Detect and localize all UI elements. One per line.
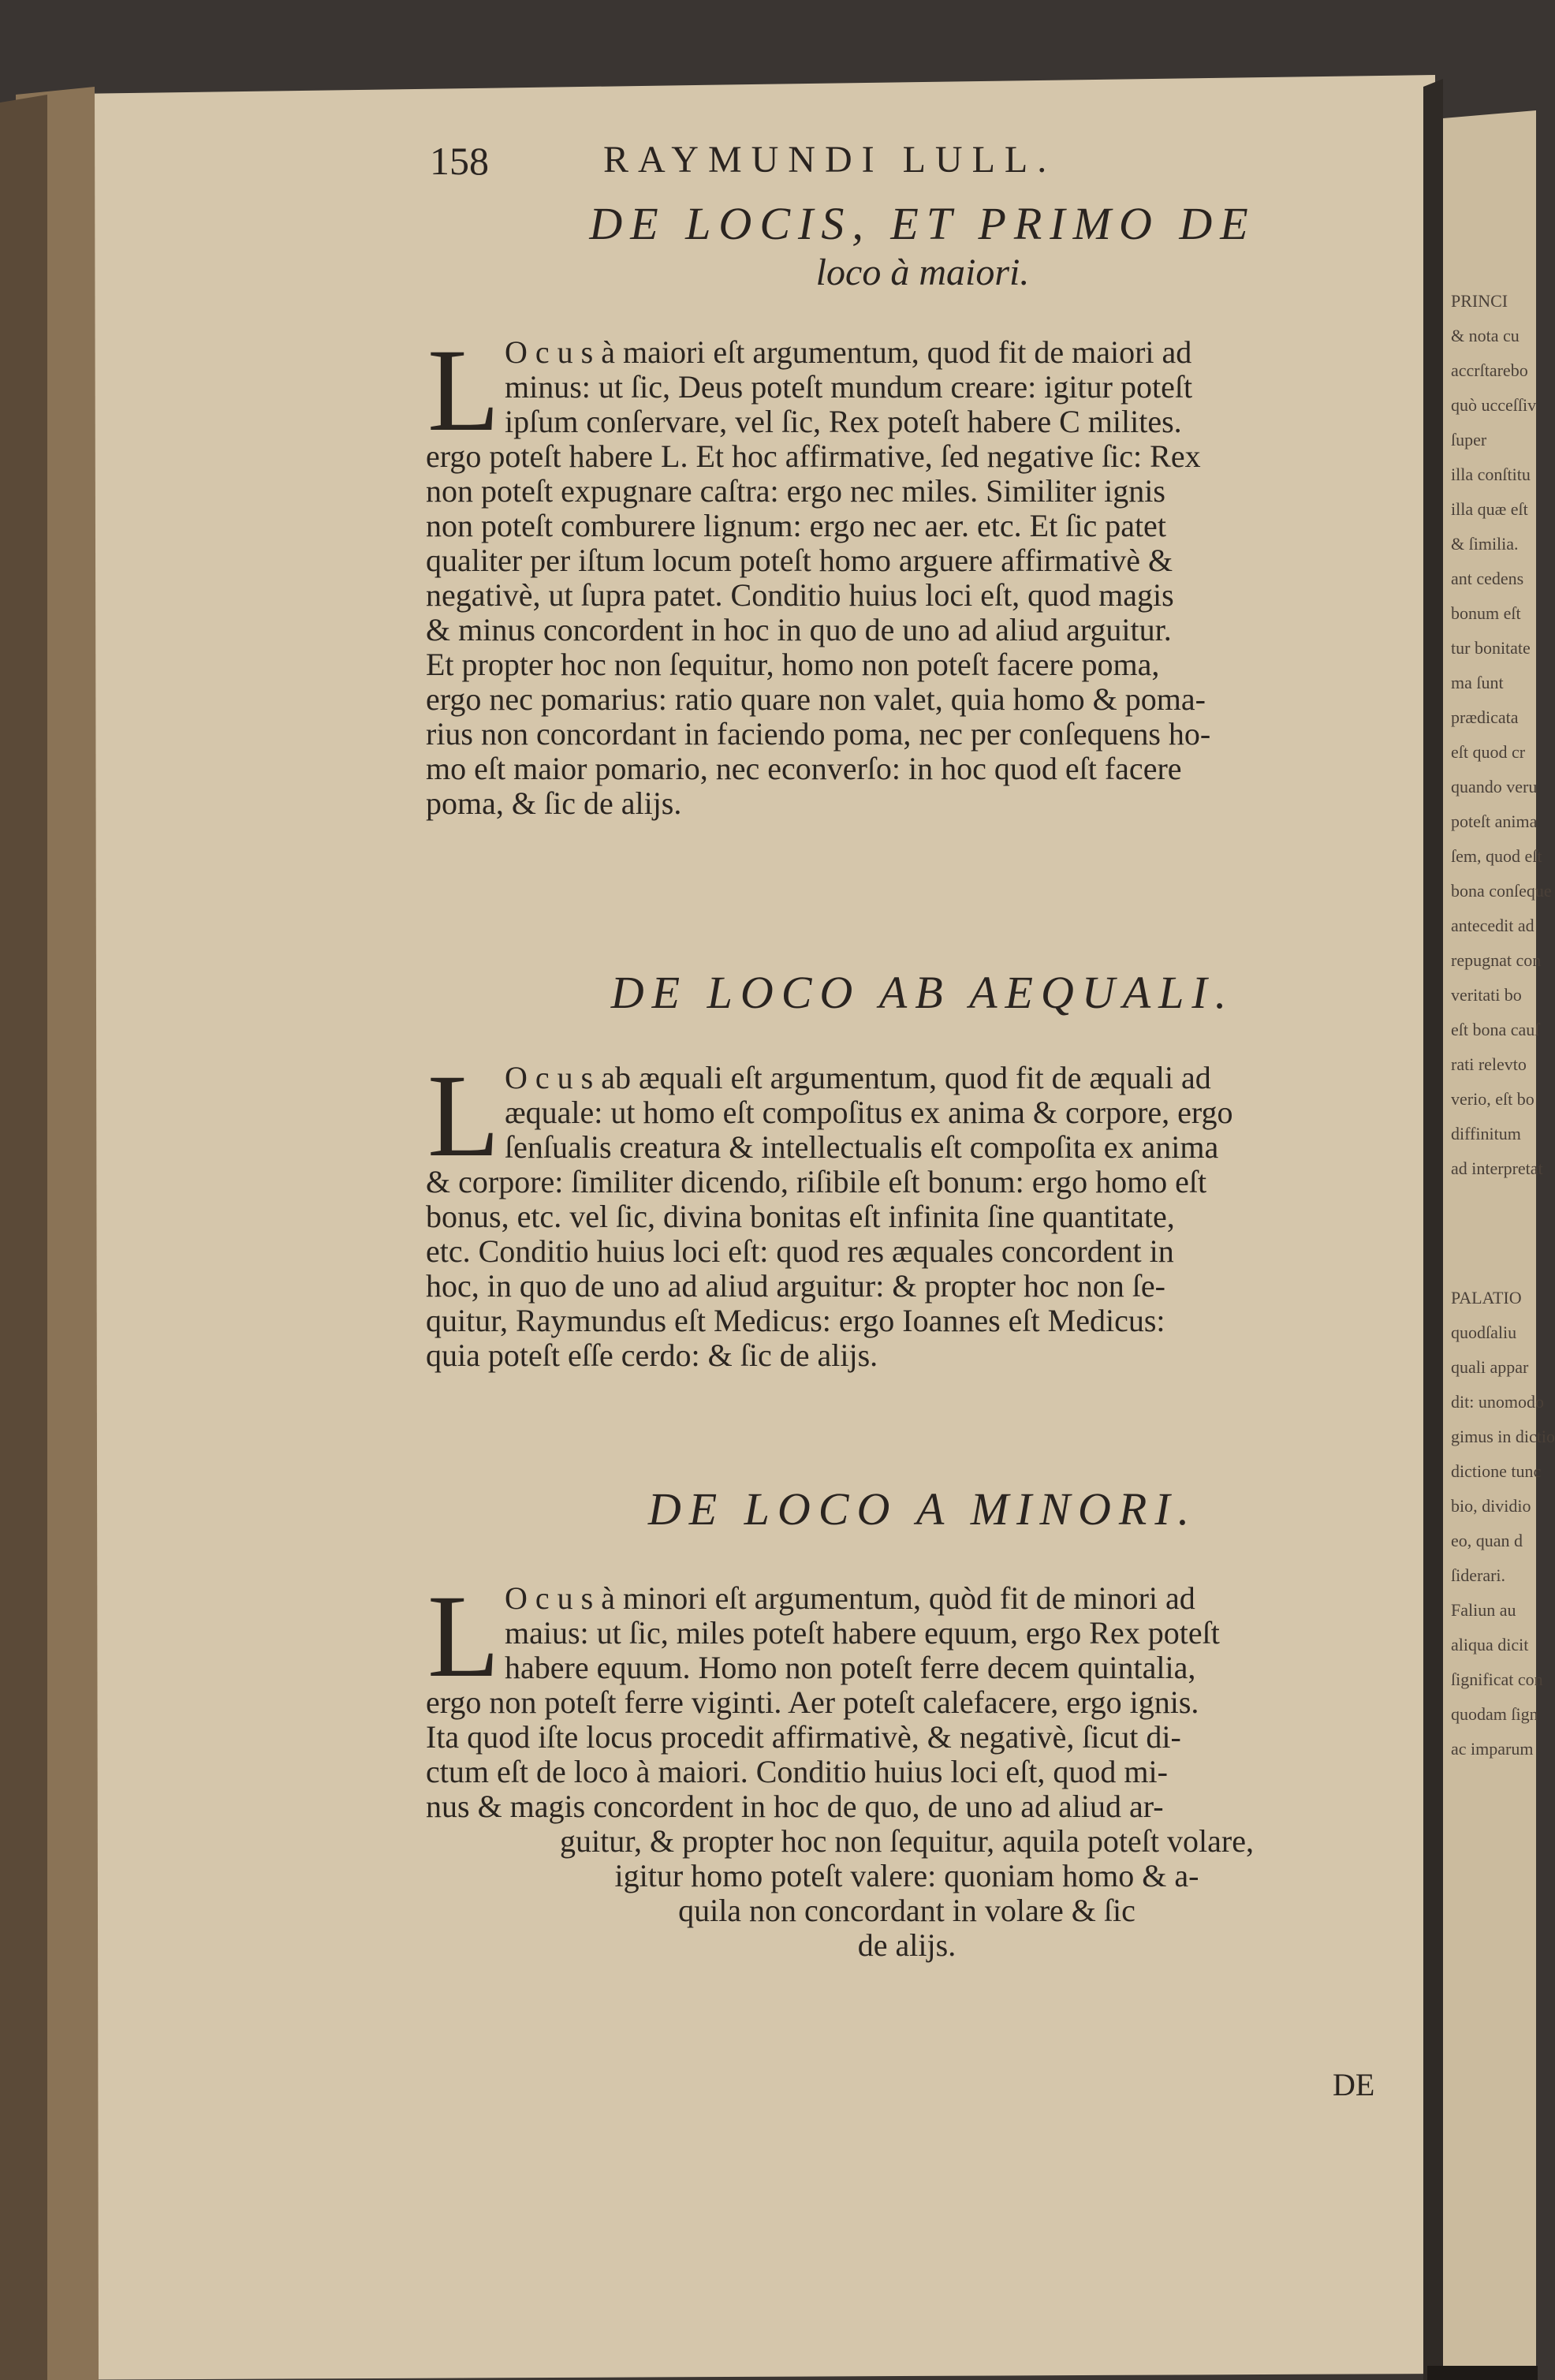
- adjacent-fragment: ma ſunt: [1451, 673, 1504, 692]
- text-line: ctum eſt de loco à maiori. Conditio huius loci eſt, quod mi-: [426, 1754, 1168, 1789]
- adjacent-fragment: illa quæ eſt: [1451, 499, 1528, 519]
- text-line: ipſum conſervare, vel ſic, Rex poteſt habere C milites.: [505, 404, 1182, 439]
- adjacent-fragment: bona conſeque: [1451, 881, 1552, 901]
- text-line: igitur homo poteſt valere: quoniam homo & a-: [614, 1858, 1199, 1893]
- text-line: poma, & ſic de alijs.: [426, 785, 682, 821]
- adjacent-fragment: illa conſtitu: [1451, 464, 1531, 484]
- text-line: Ita quod iſte locus procedit affirmativè, & negativè, ſicut di-: [426, 1719, 1181, 1755]
- text-line: quila non concordant in volare & ſic: [678, 1893, 1135, 1928]
- text-line: æquale: ut homo eſt compoſitus ex anima & corpore, ergo: [505, 1095, 1233, 1130]
- text-line: ergo poteſt habere L. Et hoc affirmative, ſed negative ſic: Rex: [426, 438, 1201, 474]
- page-number: 158: [430, 139, 489, 183]
- text-line: non poteſt expugnare caſtra: ergo nec miles. Similiter ignis: [426, 473, 1165, 509]
- text-line: bonus, etc. vel ſic, divina bonitas eſt infinita ſine quantitate,: [426, 1199, 1175, 1234]
- adjacent-fragment: repugnat con: [1451, 950, 1542, 970]
- adjacent-fragment-list: [1451, 284, 1555, 1766]
- paragraph-1-continued: [426, 439, 1404, 821]
- adjacent-fragment: ſignificat con: [1451, 1669, 1543, 1689]
- initial-letter-2: L: [427, 1050, 500, 1181]
- adjacent-fragment: quodſaliu: [1451, 1322, 1517, 1342]
- catchword: DE: [1333, 2067, 1375, 2102]
- text-line: de alijs.: [857, 1927, 956, 1963]
- text-line: maius: ut ſic, miles poteſt habere equum, ergo Rex poteſt: [505, 1615, 1220, 1651]
- paragraph-1: [505, 335, 1404, 439]
- text-line: qualiter per iſtum locum poteſt homo arguere affirmativè &: [426, 543, 1173, 578]
- text-line: quitur, Raymundus eſt Medicus: ergo Ioannes eſt Medicus:: [426, 1303, 1165, 1338]
- text-line: quia poteſt eſſe cerdo: & ſic de alijs.: [426, 1337, 878, 1373]
- initial-letter-1: L: [427, 325, 500, 456]
- paragraph-3: [505, 1581, 1404, 1685]
- text-line: non poteſt comburere lignum: ergo nec aer. etc. Et ſic patet: [426, 508, 1166, 543]
- adjacent-fragment: dit: unomodo: [1451, 1392, 1544, 1412]
- text-line: O c u s à maiori eſt argumentum, quod fit de maiori ad: [505, 334, 1192, 370]
- text-line: ſenſualis creatura & intellectualis eſt compoſita ex anima: [505, 1129, 1219, 1165]
- adjacent-fragment: quando veru: [1451, 777, 1538, 796]
- adjacent-page-text: [1451, 284, 1555, 2019]
- adjacent-fragment: quodam ſign: [1451, 1704, 1538, 1724]
- paragraph-3-tail: [442, 1824, 1372, 1963]
- adjacent-fragment: Faliun au: [1451, 1600, 1516, 1620]
- adjacent-fragment: & nota cu: [1451, 326, 1520, 345]
- adjacent-fragment: ſiderari.: [1451, 1565, 1506, 1585]
- adjacent-fragment: accrſtarebo: [1451, 360, 1528, 380]
- bottom-shadow: [1427, 2366, 1538, 2380]
- text-line: ergo nec pomarius: ratio quare non valet, quia homo & poma-: [426, 681, 1206, 717]
- adjacent-fragment: ad interpretat: [1451, 1158, 1543, 1178]
- adjacent-fragment: bonum eſt: [1451, 603, 1521, 623]
- text-line: Et propter hoc non ſequitur, homo non poteſt facere poma,: [426, 647, 1160, 682]
- text-line: & minus concordent in hoc in quo de uno ad aliud arguitur.: [426, 612, 1172, 647]
- running-head-row: [430, 138, 1218, 193]
- adjacent-fragment: antecedit ad: [1451, 916, 1534, 935]
- section-title-3: DE LOCO A MINORI.: [647, 1483, 1198, 1535]
- adjacent-fragment: dictione tunc: [1451, 1461, 1542, 1481]
- text-line: rius non concordant in faciendo poma, nec per conſequens ho-: [426, 716, 1211, 752]
- adjacent-fragment: rati relevto: [1451, 1054, 1527, 1074]
- text-line: ergo non poteſt ferre viginti. Aer poteſt calefacere, ergo ignis.: [426, 1684, 1199, 1720]
- section-subtitle-1: loco à maiori.: [815, 252, 1030, 293]
- adjacent-fragment: eo, quan d: [1451, 1531, 1523, 1550]
- adjacent-fragment: ſem, quod eſt: [1451, 846, 1542, 866]
- adjacent-fragment: ac imparum: [1451, 1739, 1534, 1759]
- paragraph-3-continued: [426, 1685, 1404, 1824]
- text-line: hoc, in quo de uno ad aliud arguitur: & propter hoc non ſe-: [426, 1268, 1165, 1304]
- adjacent-fragment: tur bonitate: [1451, 638, 1531, 658]
- adjacent-fragment: PRINCI: [1451, 291, 1508, 311]
- text-line: guitur, & propter hoc non ſequitur, aquila poteſt volare,: [560, 1823, 1254, 1859]
- initial-letter-3: L: [427, 1571, 500, 1702]
- paragraph-2: [505, 1061, 1404, 1165]
- adjacent-fragment: quò ucceſſiv: [1451, 395, 1537, 415]
- text-line: minus: ut ſic, Deus poteſt mundum creare: igitur poteſt: [505, 369, 1193, 405]
- section-title-2: DE LOCO AB AEQUALI.: [610, 967, 1235, 1018]
- adjacent-fragment: eſt quod cr: [1451, 742, 1526, 762]
- adjacent-fragment: aliqua dicit: [1451, 1635, 1529, 1654]
- section-title-1: DE LOCIS, ET PRIMO DE: [589, 198, 1256, 249]
- adjacent-fragment: PALATIO: [1451, 1288, 1522, 1308]
- adjacent-fragment: verio, eſt bo: [1451, 1089, 1534, 1109]
- paragraph-2-continued: [426, 1165, 1404, 1373]
- adjacent-fragment: poteſt anima: [1451, 811, 1538, 831]
- adjacent-fragment: prædicata: [1451, 707, 1519, 727]
- adjacent-fragment: quali appar: [1451, 1357, 1529, 1377]
- adjacent-fragment: eſt bona cauſ: [1451, 1020, 1540, 1039]
- text-line: & corpore: ſimiliter dicendo, riſibile eſt bonum: ergo homo eſt: [426, 1164, 1207, 1199]
- adjacent-fragment: veritati bo: [1451, 985, 1522, 1005]
- text-line: O c u s ab æquali eſt argumentum, quod fit de æquali ad: [505, 1060, 1211, 1095]
- text-line: etc. Conditio huius loci eſt: quod res æquales concordent in: [426, 1233, 1174, 1269]
- text-line: negativè, ut ſupra patet. Conditio huius loci eſt, quod magis: [426, 577, 1174, 613]
- adjacent-fragment: ſuper: [1451, 430, 1487, 450]
- adjacent-fragment: gimus in dictio: [1451, 1427, 1555, 1446]
- text-line: nus & magis concordent in hoc de quo, de uno ad aliud ar-: [426, 1789, 1164, 1824]
- adjacent-fragment: bio, dividio: [1451, 1496, 1531, 1516]
- page-fold-shadow: [1423, 79, 1443, 2380]
- adjacent-fragment: diffinitum: [1451, 1124, 1521, 1143]
- adjacent-fragment: & ſimilia.: [1451, 534, 1519, 554]
- adjacent-fragment: ant cedens: [1451, 569, 1524, 588]
- text-line: O c u s à minori eſt argumentum, quòd fit de minori ad: [505, 1580, 1195, 1616]
- running-head: RAYMUNDI LULL.: [603, 139, 1057, 181]
- text-line: habere equum. Homo non poteſt ferre decem quintalia,: [505, 1650, 1196, 1685]
- book-block-edges: [0, 95, 47, 2380]
- text-line: mo eſt maior pomario, nec econverſo: in hoc quod eſt facere: [426, 751, 1182, 786]
